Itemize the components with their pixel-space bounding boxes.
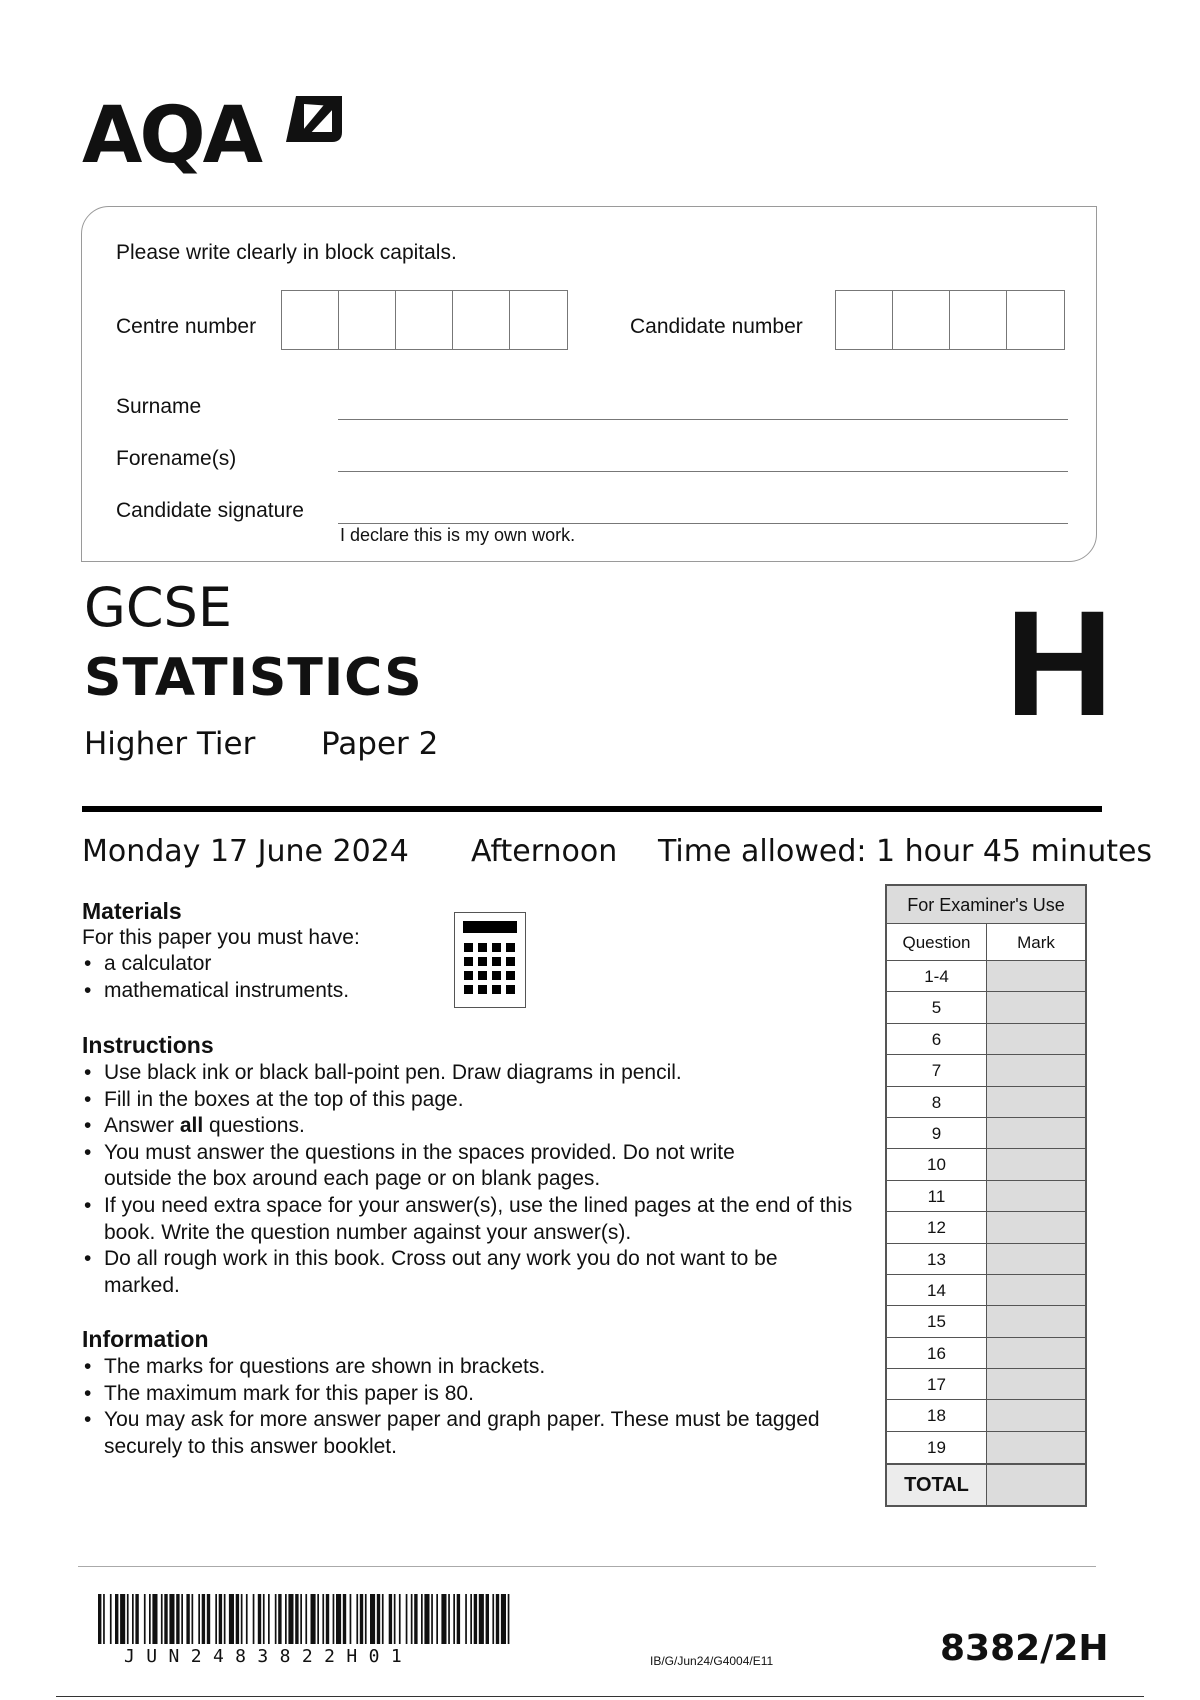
table-row (887, 1244, 1085, 1275)
table-row (887, 992, 1085, 1023)
tier-letter: H (1005, 579, 1114, 747)
table-row (887, 1024, 1085, 1055)
information-heading: Information (82, 1326, 209, 1352)
declaration-text: I declare this is my own work. (340, 525, 576, 545)
list-item: • The maximum mark for this paper is 80. (82, 1381, 842, 1408)
details-heading: Please write clearly in block capitals. (116, 241, 457, 264)
centre-number-digit[interactable] (510, 291, 567, 349)
time-allowed: Time allowed: 1 hour 45 minutes (658, 834, 1153, 869)
table-row (887, 1055, 1085, 1086)
question-number-cell: 14 (887, 1275, 987, 1305)
table-row (887, 1275, 1085, 1306)
question-number-cell: 18 (887, 1400, 987, 1430)
materials-list (82, 951, 349, 1004)
candidate-number-digit[interactable] (1007, 291, 1064, 349)
paper-label: Paper 2 (321, 726, 439, 762)
table-row (887, 1432, 1085, 1463)
instructions-list (82, 1060, 872, 1299)
table-row (887, 1149, 1085, 1180)
table-row (887, 1369, 1085, 1400)
total-label: TOTAL (887, 1465, 987, 1505)
instruction-answer-prefix: Answer (104, 1114, 180, 1138)
table-row (887, 1338, 1085, 1369)
candidate-number-digit[interactable] (893, 291, 950, 349)
mark-cell (987, 1087, 1085, 1117)
instructions-heading: Instructions (82, 1032, 214, 1058)
paper-code: 8382/2H (940, 1628, 1109, 1669)
list-item: • The marks for questions are shown in brackets. (82, 1354, 842, 1381)
mark-cell (987, 1118, 1085, 1148)
instruction-answer-emphasis: all (179, 1114, 204, 1138)
centre-number-digit[interactable] (339, 291, 396, 349)
mark-cell (987, 992, 1085, 1022)
list-item: • You may ask for more answer paper and graph paper. These must be tagged securely to this answer booklet. (82, 1407, 842, 1460)
list-item: • mathematical instruments. (82, 978, 349, 1005)
table-row (887, 1400, 1085, 1431)
question-column-header: Question (887, 924, 987, 960)
aqa-logo-mark-icon (284, 92, 344, 148)
question-number-cell: 10 (887, 1149, 987, 1179)
information-list (82, 1354, 842, 1460)
materials-intro: For this paper you must have: (82, 926, 360, 949)
barcode-icon (98, 1594, 510, 1652)
table-row (887, 1212, 1085, 1243)
question-number-cell: 11 (887, 1181, 987, 1211)
list-item: • You must answer the questions in the spaces provided. Do not write outside the box around each page or on blank pages. (82, 1140, 782, 1193)
table-row (887, 1087, 1085, 1118)
examiner-table-header-row (887, 924, 1085, 961)
subject-title: STATISTICS (84, 648, 423, 708)
mark-cell (987, 1024, 1085, 1054)
mark-cell (987, 1338, 1085, 1368)
examiner-total-row (887, 1463, 1085, 1505)
question-number-cell: 9 (887, 1118, 987, 1148)
list-item: • Use black ink or black ball-point pen. Draw diagrams in pencil. (82, 1060, 872, 1087)
candidate-details-box (81, 206, 1097, 562)
mark-cell (987, 1275, 1085, 1305)
instruction-answer-suffix: questions. (203, 1114, 305, 1138)
mark-cell (987, 1212, 1085, 1242)
mark-cell (987, 1369, 1085, 1399)
question-number-cell: 19 (887, 1432, 987, 1463)
forenames-line[interactable] (338, 471, 1068, 472)
question-number-cell: 6 (887, 1024, 987, 1054)
total-mark-cell (987, 1465, 1085, 1505)
tier-label: Higher Tier (84, 726, 256, 762)
question-number-cell: 13 (887, 1244, 987, 1274)
list-item (82, 1113, 872, 1140)
forenames-label: Forename(s) (116, 447, 237, 470)
examiner-table-body (887, 961, 1085, 1463)
barcode-text: JUN2483822H01 (124, 1646, 414, 1667)
footer-divider (78, 1566, 1096, 1567)
table-row (887, 961, 1085, 992)
mark-cell (987, 1400, 1085, 1430)
mark-cell (987, 1055, 1085, 1085)
question-number-cell: 16 (887, 1338, 987, 1368)
question-number-cell: 5 (887, 992, 987, 1022)
list-item: • a calculator (82, 951, 349, 978)
candidate-number-digit[interactable] (836, 291, 893, 349)
candidate-number-digit[interactable] (950, 291, 1007, 349)
question-number-cell: 12 (887, 1212, 987, 1242)
exam-date: Monday 17 June 2024 (82, 834, 409, 869)
centre-number-boxes[interactable] (281, 290, 568, 350)
mark-column-header: Mark (987, 924, 1085, 960)
list-item: • Fill in the boxes at the top of this page. (82, 1087, 872, 1114)
page-bottom-rule (56, 1696, 1144, 1697)
calculator-icon (454, 912, 526, 1008)
exam-session: Afternoon (471, 834, 618, 869)
candidate-number-boxes[interactable] (835, 290, 1065, 350)
question-number-cell: 8 (887, 1087, 987, 1117)
signature-label: Candidate signature (116, 499, 304, 522)
centre-number-digit[interactable] (453, 291, 510, 349)
paper-reference: IB/G/Jun24/G4004/E11 (650, 1654, 774, 1668)
surname-line[interactable] (338, 419, 1068, 420)
mark-cell (987, 1244, 1085, 1274)
aqa-logo (82, 92, 352, 182)
title-divider (82, 806, 1102, 812)
candidate-number-label: Candidate number (630, 315, 803, 338)
examiner-table-heading: For Examiner's Use (887, 886, 1085, 924)
centre-number-digit[interactable] (396, 291, 453, 349)
aqa-logo-text: AQA (82, 91, 261, 181)
list-item: • If you need extra space for your answer(s), use the lined pages at the end of this book. Write the question number against your answer(s). (82, 1193, 872, 1246)
mark-cell (987, 1306, 1085, 1336)
centre-number-digit[interactable] (282, 291, 339, 349)
question-number-cell: 15 (887, 1306, 987, 1336)
qualification-title: GCSE (84, 576, 232, 639)
mark-cell (987, 1149, 1085, 1179)
question-number-cell: 7 (887, 1055, 987, 1085)
centre-number-label: Centre number (116, 315, 257, 338)
list-item: • Do all rough work in this book. Cross out any work you do not want to be marked. (82, 1246, 782, 1299)
mark-cell (987, 1432, 1085, 1463)
mark-cell (987, 961, 1085, 991)
table-row (887, 1306, 1085, 1337)
surname-label: Surname (116, 395, 202, 418)
table-row (887, 1118, 1085, 1149)
table-row (887, 1181, 1085, 1212)
examiner-use-table (885, 884, 1087, 1507)
signature-line[interactable] (338, 523, 1068, 524)
mark-cell (987, 1181, 1085, 1211)
question-number-cell: 17 (887, 1369, 987, 1399)
materials-heading: Materials (82, 898, 182, 924)
question-number-cell: 1-4 (887, 961, 987, 991)
